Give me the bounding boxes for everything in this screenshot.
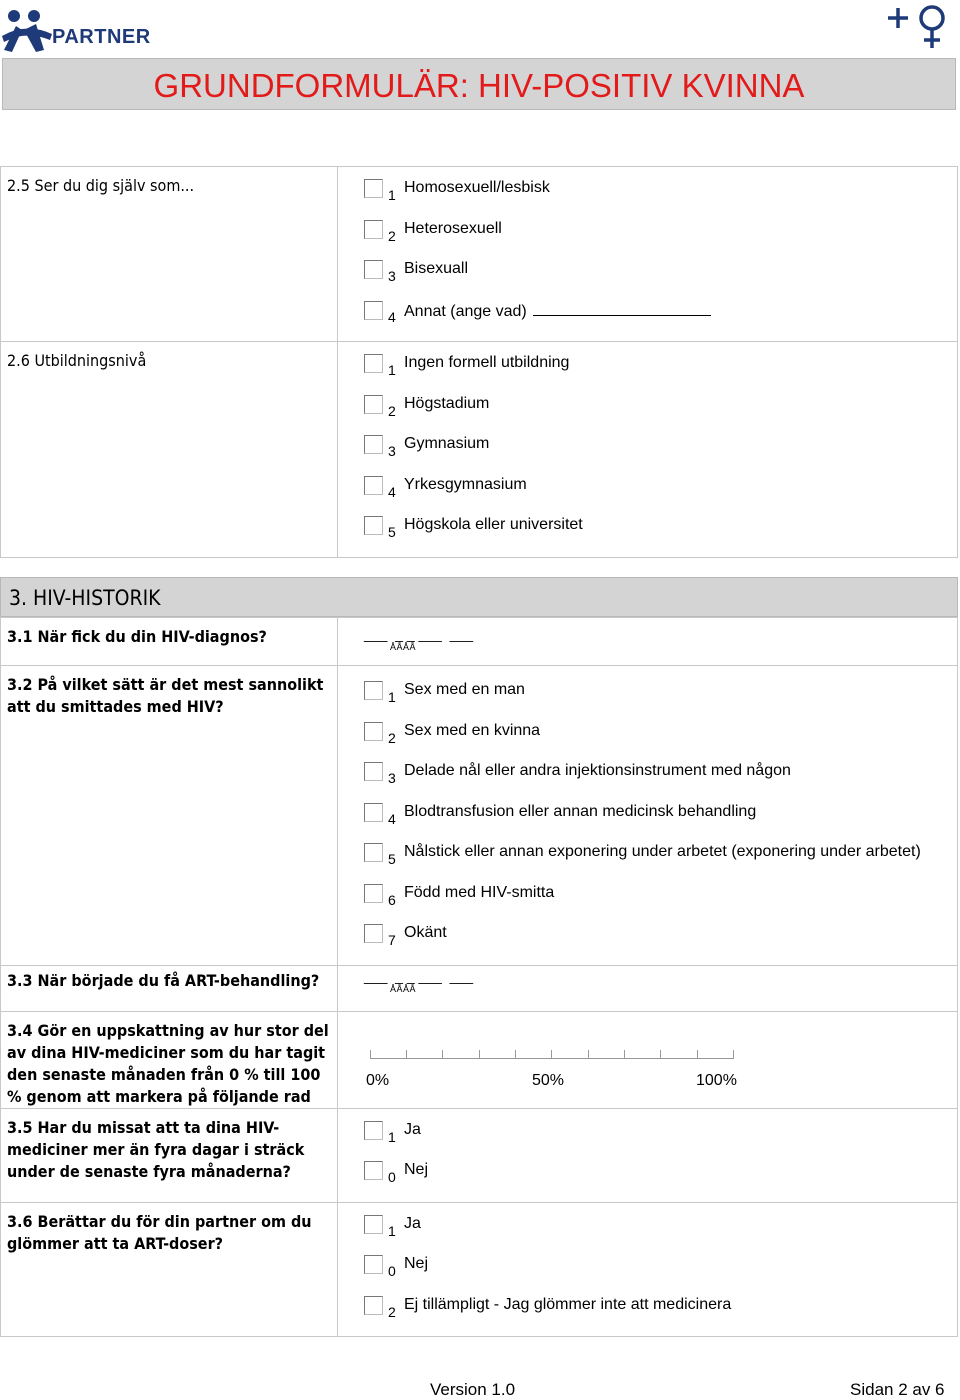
checkbox[interactable] bbox=[364, 476, 383, 495]
option-number: 3 bbox=[388, 770, 396, 786]
option-label: Yrkesgymnasium bbox=[404, 475, 527, 493]
q25-option[interactable] bbox=[364, 179, 957, 220]
page-number: Sidan 2 av 6 bbox=[850, 1380, 945, 1399]
checkbox[interactable] bbox=[364, 1161, 383, 1180]
option-number: 2 bbox=[388, 729, 396, 746]
q32-question-cell bbox=[1, 666, 338, 966]
checkbox[interactable] bbox=[364, 884, 383, 903]
checkbox[interactable] bbox=[364, 722, 383, 741]
option-number: 1 bbox=[388, 1222, 396, 1239]
option-label-with-blank bbox=[404, 301, 711, 321]
year-blank-lines: ___ _ _ ___ ___ bbox=[364, 626, 473, 642]
scale-tick bbox=[660, 1050, 661, 1059]
option-label: Nålstick eller annan exponering under arbetet (exponering under arbetet) bbox=[404, 843, 921, 860]
q33-question-cell bbox=[1, 965, 338, 1011]
q35-option[interactable] bbox=[364, 1121, 957, 1162]
scale-tick bbox=[442, 1050, 443, 1059]
checkbox[interactable] bbox=[364, 220, 383, 239]
q31-answer-cell bbox=[338, 618, 958, 666]
q32-option[interactable] bbox=[364, 884, 957, 925]
partner-logo bbox=[0, 6, 170, 54]
scale-tick bbox=[479, 1050, 480, 1059]
q36-option[interactable] bbox=[364, 1255, 957, 1296]
checkbox[interactable] bbox=[364, 762, 383, 781]
scale-tick bbox=[551, 1050, 552, 1059]
q36-question: 3.6 Berättar du för din partner om du glömmer att ta ART-doser? bbox=[7, 1211, 312, 1253]
checkbox[interactable] bbox=[364, 924, 383, 943]
option-label: Ej tillämpligt - Jag glömmer inte att medicinera bbox=[404, 1295, 732, 1313]
option-label: Annat (ange vad) bbox=[404, 302, 527, 320]
q34-question: 3.4 Gör en uppskattning av hur stor del av dina HIV-mediciner som du har tagit den senaste månaden från 0 % till 100 % genom att markera på följande rad bbox=[7, 1020, 329, 1106]
checkbox[interactable] bbox=[364, 301, 383, 320]
q34-question-cell bbox=[1, 1011, 338, 1108]
scale-tick bbox=[515, 1050, 516, 1059]
option-label: Ja bbox=[404, 1214, 421, 1232]
q25-question: 2.5 Ser du dig själv som... bbox=[7, 176, 195, 195]
checkbox[interactable] bbox=[364, 516, 383, 535]
option-number: 0 bbox=[388, 1169, 396, 1185]
q26-question: 2.6 Utbildningsnivå bbox=[7, 351, 147, 370]
q31-question-cell bbox=[1, 618, 338, 666]
checkbox[interactable] bbox=[364, 803, 383, 822]
scale-tick bbox=[370, 1050, 371, 1059]
q33-question: 3.3 När började du få ART-behandling? bbox=[7, 970, 320, 990]
scale-tick bbox=[406, 1050, 407, 1059]
section-3-table bbox=[0, 617, 958, 1337]
q26-option[interactable] bbox=[364, 395, 957, 436]
option-number: 3 bbox=[388, 268, 396, 284]
option-number: 2 bbox=[388, 402, 396, 419]
q26-option[interactable] bbox=[364, 476, 957, 517]
option-number: 2 bbox=[388, 227, 396, 244]
option-label: Bisexuall bbox=[404, 260, 469, 277]
checkbox[interactable] bbox=[364, 843, 383, 862]
q26-option[interactable] bbox=[364, 516, 957, 557]
option-label: Nej bbox=[404, 1161, 429, 1178]
q36-option[interactable] bbox=[364, 1215, 957, 1256]
q25-options-cell bbox=[338, 167, 958, 342]
option-number: 1 bbox=[388, 362, 396, 378]
scale-tick bbox=[697, 1050, 698, 1059]
q36-options-cell bbox=[338, 1202, 958, 1337]
option-label: Sex med en man bbox=[404, 681, 525, 698]
option-label: Ingen formell utbildning bbox=[404, 354, 570, 371]
q31-year-field[interactable] bbox=[338, 618, 957, 656]
q35-option[interactable] bbox=[364, 1161, 957, 1202]
gender-symbols-icon bbox=[882, 4, 954, 50]
q25-option[interactable] bbox=[364, 301, 957, 342]
scale-tick bbox=[624, 1050, 625, 1059]
option-number: 4 bbox=[388, 810, 396, 827]
option-label: Blodtransfusion eller annan medicinsk behandling bbox=[404, 802, 757, 820]
checkbox[interactable] bbox=[364, 681, 383, 700]
q32-option[interactable] bbox=[364, 762, 957, 803]
q26-option[interactable] bbox=[364, 435, 957, 476]
scale-label-0: 0% bbox=[366, 1071, 390, 1089]
scale-tick bbox=[733, 1050, 734, 1059]
q26-options-cell bbox=[338, 342, 958, 558]
option-number: 0 bbox=[388, 1263, 396, 1279]
checkbox[interactable] bbox=[364, 1121, 383, 1140]
checkbox[interactable] bbox=[364, 260, 383, 279]
q26-option[interactable] bbox=[364, 354, 957, 395]
q35-question: 3.5 Har du missat att ta dina HIV-mediciner mer än fyra dagar i sträck under de senaste fyra månaderna? bbox=[7, 1117, 305, 1181]
checkbox[interactable] bbox=[364, 354, 383, 373]
percentage-scale[interactable] bbox=[338, 1012, 957, 1098]
option-label: Högskola eller universitet bbox=[404, 516, 583, 533]
option-number: 5 bbox=[388, 851, 396, 867]
option-number: 2 bbox=[388, 1303, 396, 1320]
option-label: Delade nål eller andra injektionsinstrument med någon bbox=[404, 762, 791, 779]
logo-text: PARTNER bbox=[52, 26, 151, 48]
form-title-bar bbox=[2, 58, 956, 110]
section-3-header bbox=[0, 577, 958, 617]
option-label: Ja bbox=[404, 1120, 421, 1138]
year-blank-lines: ___ _ _ ___ ___ bbox=[364, 967, 473, 984]
option-label: Homosexuell/lesbisk bbox=[404, 179, 550, 196]
q25-option[interactable] bbox=[364, 220, 957, 261]
year-caption: ÅÅÅÅ bbox=[390, 642, 417, 652]
checkbox[interactable] bbox=[364, 179, 383, 198]
q26-question-cell bbox=[1, 342, 338, 558]
option-label: Okänt bbox=[404, 924, 447, 941]
q32-option[interactable] bbox=[364, 924, 957, 965]
q32-option[interactable] bbox=[364, 681, 957, 722]
option-label: Nej bbox=[404, 1255, 429, 1272]
form-title: GRUNDFORMULÄR: HIV-POSITIV KVINNA bbox=[153, 67, 805, 104]
section-2-table bbox=[0, 166, 958, 558]
scale-label-100: 100% bbox=[696, 1071, 737, 1089]
q36-question-cell bbox=[1, 1202, 338, 1337]
option-number: 4 bbox=[388, 483, 396, 500]
checkbox[interactable] bbox=[364, 435, 383, 454]
q32-option[interactable] bbox=[364, 803, 957, 844]
scale-label-50: 50% bbox=[532, 1071, 565, 1089]
option-number: 6 bbox=[388, 891, 396, 908]
option-number: 7 bbox=[388, 932, 396, 948]
q33-answer-cell bbox=[338, 965, 958, 1011]
q35-options-cell bbox=[338, 1108, 958, 1202]
option-number: 5 bbox=[388, 524, 396, 540]
checkbox[interactable] bbox=[364, 395, 383, 414]
option-label: Gymnasium bbox=[404, 435, 490, 452]
option-label: Sex med en kvinna bbox=[404, 721, 541, 739]
version-label: Version 1.0 bbox=[430, 1380, 516, 1399]
q33-year-field[interactable] bbox=[338, 966, 957, 998]
year-caption: ÅÅÅÅ bbox=[390, 983, 417, 994]
option-number: 1 bbox=[388, 689, 396, 705]
option-number: 1 bbox=[388, 1128, 396, 1145]
q25-option[interactable] bbox=[364, 260, 957, 301]
option-number: 4 bbox=[388, 308, 396, 325]
q32-question: 3.2 På vilket sätt är det mest sannolikt att du smittades med HIV? bbox=[7, 675, 324, 716]
q32-option[interactable] bbox=[364, 722, 957, 763]
option-number: 1 bbox=[388, 187, 396, 203]
option-label: Född med HIV-smitta bbox=[404, 883, 555, 901]
option-number: 3 bbox=[388, 443, 396, 459]
checkbox[interactable] bbox=[364, 1255, 383, 1274]
scale-tick bbox=[588, 1050, 589, 1059]
option-label: Högstadium bbox=[404, 394, 490, 412]
q34-answer-cell bbox=[338, 1011, 958, 1108]
q32-option[interactable] bbox=[364, 843, 957, 884]
option-label: Heterosexuell bbox=[404, 219, 502, 237]
checkbox[interactable] bbox=[364, 1215, 383, 1234]
checkbox[interactable] bbox=[364, 1296, 383, 1315]
section-3-title: 3. HIV-HISTORIK bbox=[9, 586, 161, 610]
q36-option[interactable] bbox=[364, 1296, 957, 1337]
scale-line[interactable] bbox=[370, 1058, 734, 1059]
q32-options-cell bbox=[338, 666, 958, 966]
q31-question: 3.1 När fick du din HIV-diagnos? bbox=[7, 627, 267, 646]
other-text-line[interactable] bbox=[533, 301, 711, 316]
q35-question-cell bbox=[1, 1108, 338, 1202]
people-logo-icon bbox=[0, 6, 60, 54]
q25-question-cell bbox=[1, 167, 338, 342]
